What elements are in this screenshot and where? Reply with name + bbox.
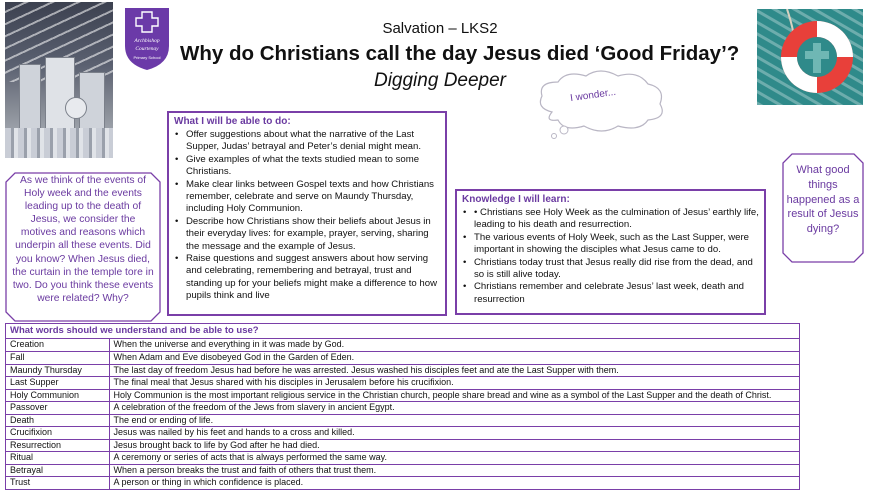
table-row <box>6 364 799 377</box>
vocab-definition: Holy Communion is the most important religious service in the Christian church, people share bread and wine as a symbol of the Last Supper and the death of Christ. <box>109 389 799 402</box>
knowledge-heading: Knowledge I will learn: <box>462 194 570 205</box>
vocabulary-grid <box>6 339 799 489</box>
vocab-term: Betrayal <box>6 464 109 477</box>
vocab-term: Trust <box>6 477 109 490</box>
table-row <box>6 389 799 402</box>
left-prompt-text: As we think of the events of Holy week and the events leading up to the death of Jesus, we consider the motives and reasons which underpin all these events. Did you know? When Jesus died, the curtain in the temple tore in two. Do you think these events were related? Why? <box>12 175 154 304</box>
wonder-text: I wonder... <box>569 86 617 105</box>
list-item: • Give examples of what the texts studied mean to some Christians. <box>174 154 440 179</box>
vocab-definition: A person or thing in which confidence is placed. <box>113 477 304 488</box>
table-row <box>6 439 799 452</box>
vocab-term: Holy Communion <box>6 389 109 402</box>
building-shape <box>19 64 41 134</box>
table-row <box>6 452 799 465</box>
table-row <box>6 352 799 365</box>
page-subtitle: Digging Deeper <box>373 70 507 91</box>
vocab-term: Ritual <box>6 452 109 465</box>
list-item: • Offer suggestions about what the narrative of the Last Supper, Judas’ betrayal and Peter’s denial might mean. <box>174 129 440 154</box>
vocab-definition: When Adam and Eve disobeyed God in the Garden of Eden. <box>109 352 799 365</box>
right-prompt-text: What good things happened as a result of Jesus dying? <box>786 164 860 236</box>
vocab-definition: When the universe and everything in it was made by God. <box>109 339 799 352</box>
able-to-list <box>174 129 440 303</box>
vocab-term: Fall <box>6 352 109 365</box>
vocab-definition: When a person breaks the trust and faith of others that trust them. <box>109 464 799 477</box>
vocab-definition: The end or ending of life. <box>109 414 799 427</box>
lifebuoy-image <box>757 9 863 105</box>
table-row <box>6 339 799 352</box>
vocabulary-table <box>5 323 800 490</box>
table-row <box>6 377 799 390</box>
list-item: • Christians remember and celebrate Jesus’ last week, death and resurrection <box>462 281 759 306</box>
crowd-shape <box>5 128 113 158</box>
table-row <box>6 427 799 440</box>
vocab-term: Death <box>6 414 109 427</box>
dome-shape <box>65 97 87 119</box>
vocab-term: Maundy Thursday <box>6 364 109 377</box>
subject-title: Salvation – LKS2 <box>382 20 498 37</box>
vocab-term: Crucifixion <box>6 427 109 440</box>
holy-week-collage-image <box>5 2 113 158</box>
vocab-term: Creation <box>6 339 109 352</box>
vocab-definition: A ceremony or series of acts that is always performed the same way. <box>109 452 799 465</box>
knowledge-box <box>455 189 766 315</box>
list-item: • • Christians see Holy Week as the culmination of Jesus’ earthly life, leading to his death and resurrection. <box>462 207 759 232</box>
school-crest-logo <box>122 6 172 72</box>
table-row <box>6 477 799 490</box>
knowledge-list <box>462 207 759 306</box>
list-item: • Make clear links between Gospel texts and how Christians remember, celebrate and serve on Maundy Thursday, including Holy Communion. <box>174 179 440 216</box>
vocabulary-heading: What words should we understand and be able to use? <box>6 324 799 339</box>
list-item: • The various events of Holy Week, such as the Last Supper, were important in showing the disciples what Jesus came to do. <box>462 232 759 257</box>
able-to-heading: What I will be able to do: <box>174 116 291 127</box>
table-row <box>6 402 799 415</box>
list-item: • Raise questions and suggest answers about how serving and celebrating, remembering and betrayal, trust and standing up for your beliefs might make a difference to how pupils think and live <box>174 253 440 303</box>
vocab-term: Last Supper <box>6 377 109 390</box>
vocab-definition: Jesus brought back to life by God after he had died. <box>109 439 799 452</box>
vocab-definition: The final meal that Jesus shared with his disciples in Jerusalem before his crucifixion. <box>109 377 799 390</box>
svg-text:Courtenay: Courtenay <box>135 46 159 52</box>
vocab-definition: The last day of freedom Jesus had before he was arrested. Jesus washed his disciples feet and ate the Last Supper with them. <box>109 364 799 377</box>
page-title: Why do Christians call the day Jesus died ‘Good Friday’? <box>180 42 740 65</box>
list-item: • Christians today trust that Jesus really did rise from the dead, and so is still alive today. <box>462 257 759 282</box>
vocab-term: Passover <box>6 402 109 415</box>
vocab-term: Resurrection <box>6 439 109 452</box>
table-row <box>6 464 799 477</box>
list-item: • Describe how Christians show their beliefs about Jesus in their everyday lives: for example, prayer, serving, sharing the message and the example of Jesus. <box>174 216 440 253</box>
wonder-thought-cloud <box>530 68 672 140</box>
table-row <box>6 414 799 427</box>
svg-text:Archbishop: Archbishop <box>134 38 160 44</box>
vocab-definition: Jesus was nailed by his feet and hands to a cross and killed. <box>109 427 799 440</box>
vocab-definition: A celebration of the freedom of the Jews from slavery in ancient Egypt. <box>109 402 799 415</box>
able-to-box <box>167 111 447 316</box>
svg-text:Primary School: Primary School <box>133 55 161 60</box>
